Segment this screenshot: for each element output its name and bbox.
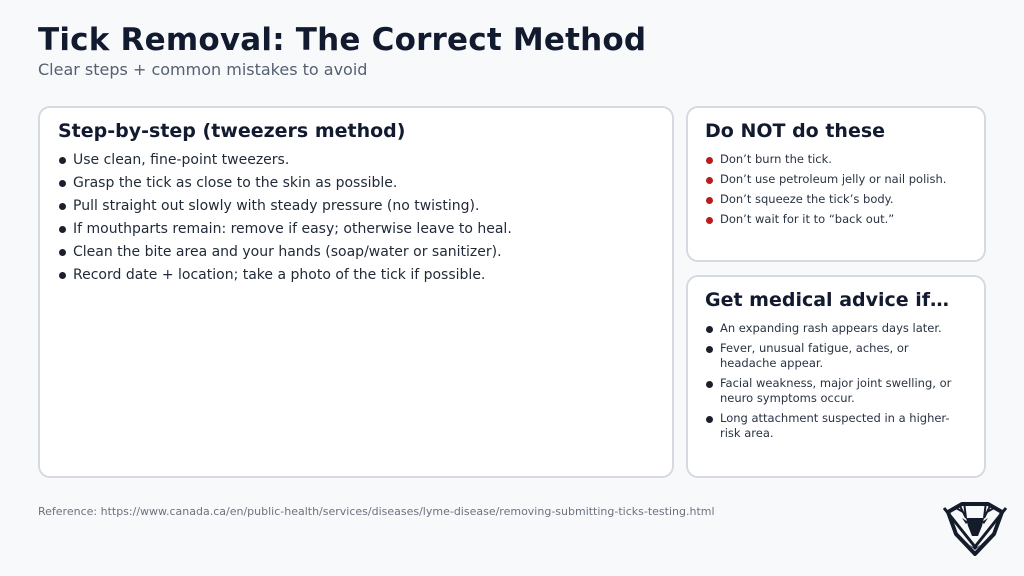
page-title: Tick Removal: The Correct Method xyxy=(38,22,647,58)
list-item: Fever, unusual fatigue, aches, or headache appear. xyxy=(705,341,967,371)
bullet-icon xyxy=(59,157,66,164)
list-item: Pull straight out slowly with steady pressure (no twisting). xyxy=(58,198,654,215)
list-item: Long attachment suspected in a higher-risk area. xyxy=(705,411,967,441)
bullet-icon xyxy=(59,249,66,256)
medical-advice-card xyxy=(686,275,986,478)
bullet-icon xyxy=(706,381,713,388)
page-subtitle: Clear steps + common mistakes to avoid xyxy=(38,60,368,79)
list-item: Use clean, fine-point tweezers. xyxy=(58,152,654,169)
donts-list xyxy=(705,152,967,227)
list-item: Clean the bite area and your hands (soap/water or sanitizer). xyxy=(58,244,654,261)
bullet-icon xyxy=(59,272,66,279)
deer-crest-logo-icon xyxy=(942,498,1008,556)
warning-bullet-icon xyxy=(706,217,713,224)
list-item: Grasp the tick as close to the skin as possible. xyxy=(58,175,654,192)
bullet-icon xyxy=(706,416,713,423)
medical-list xyxy=(705,321,967,441)
steps-card xyxy=(38,106,674,478)
bullet-icon xyxy=(59,226,66,233)
list-item: Don’t use petroleum jelly or nail polish. xyxy=(705,172,967,187)
list-item: Don’t squeeze the tick’s body. xyxy=(705,192,967,207)
bullet-icon xyxy=(59,180,66,187)
bullet-icon xyxy=(706,326,713,333)
warning-bullet-icon xyxy=(706,157,713,164)
medical-heading: Get medical advice if… xyxy=(705,289,950,311)
steps-list xyxy=(58,152,654,284)
warning-bullet-icon xyxy=(706,177,713,184)
reference-link[interactable]: Reference: https://www.canada.ca/en/public-health/services/diseases/lyme-disease/removing-submitting-ticks-testing.html xyxy=(38,505,715,518)
warning-bullet-icon xyxy=(706,197,713,204)
steps-heading: Step-by-step (tweezers method) xyxy=(58,120,406,142)
list-item: Don’t wait for it to “back out.” xyxy=(705,212,967,227)
donts-card xyxy=(686,106,986,262)
donts-heading: Do NOT do these xyxy=(705,120,886,142)
bullet-icon xyxy=(706,346,713,353)
list-item: Record date + location; take a photo of the tick if possible. xyxy=(58,267,654,284)
bullet-icon xyxy=(59,203,66,210)
list-item: Facial weakness, major joint swelling, or neuro symptoms occur. xyxy=(705,376,967,406)
list-item: Don’t burn the tick. xyxy=(705,152,967,167)
list-item: If mouthparts remain: remove if easy; otherwise leave to heal. xyxy=(58,221,654,238)
list-item: An expanding rash appears days later. xyxy=(705,321,967,336)
